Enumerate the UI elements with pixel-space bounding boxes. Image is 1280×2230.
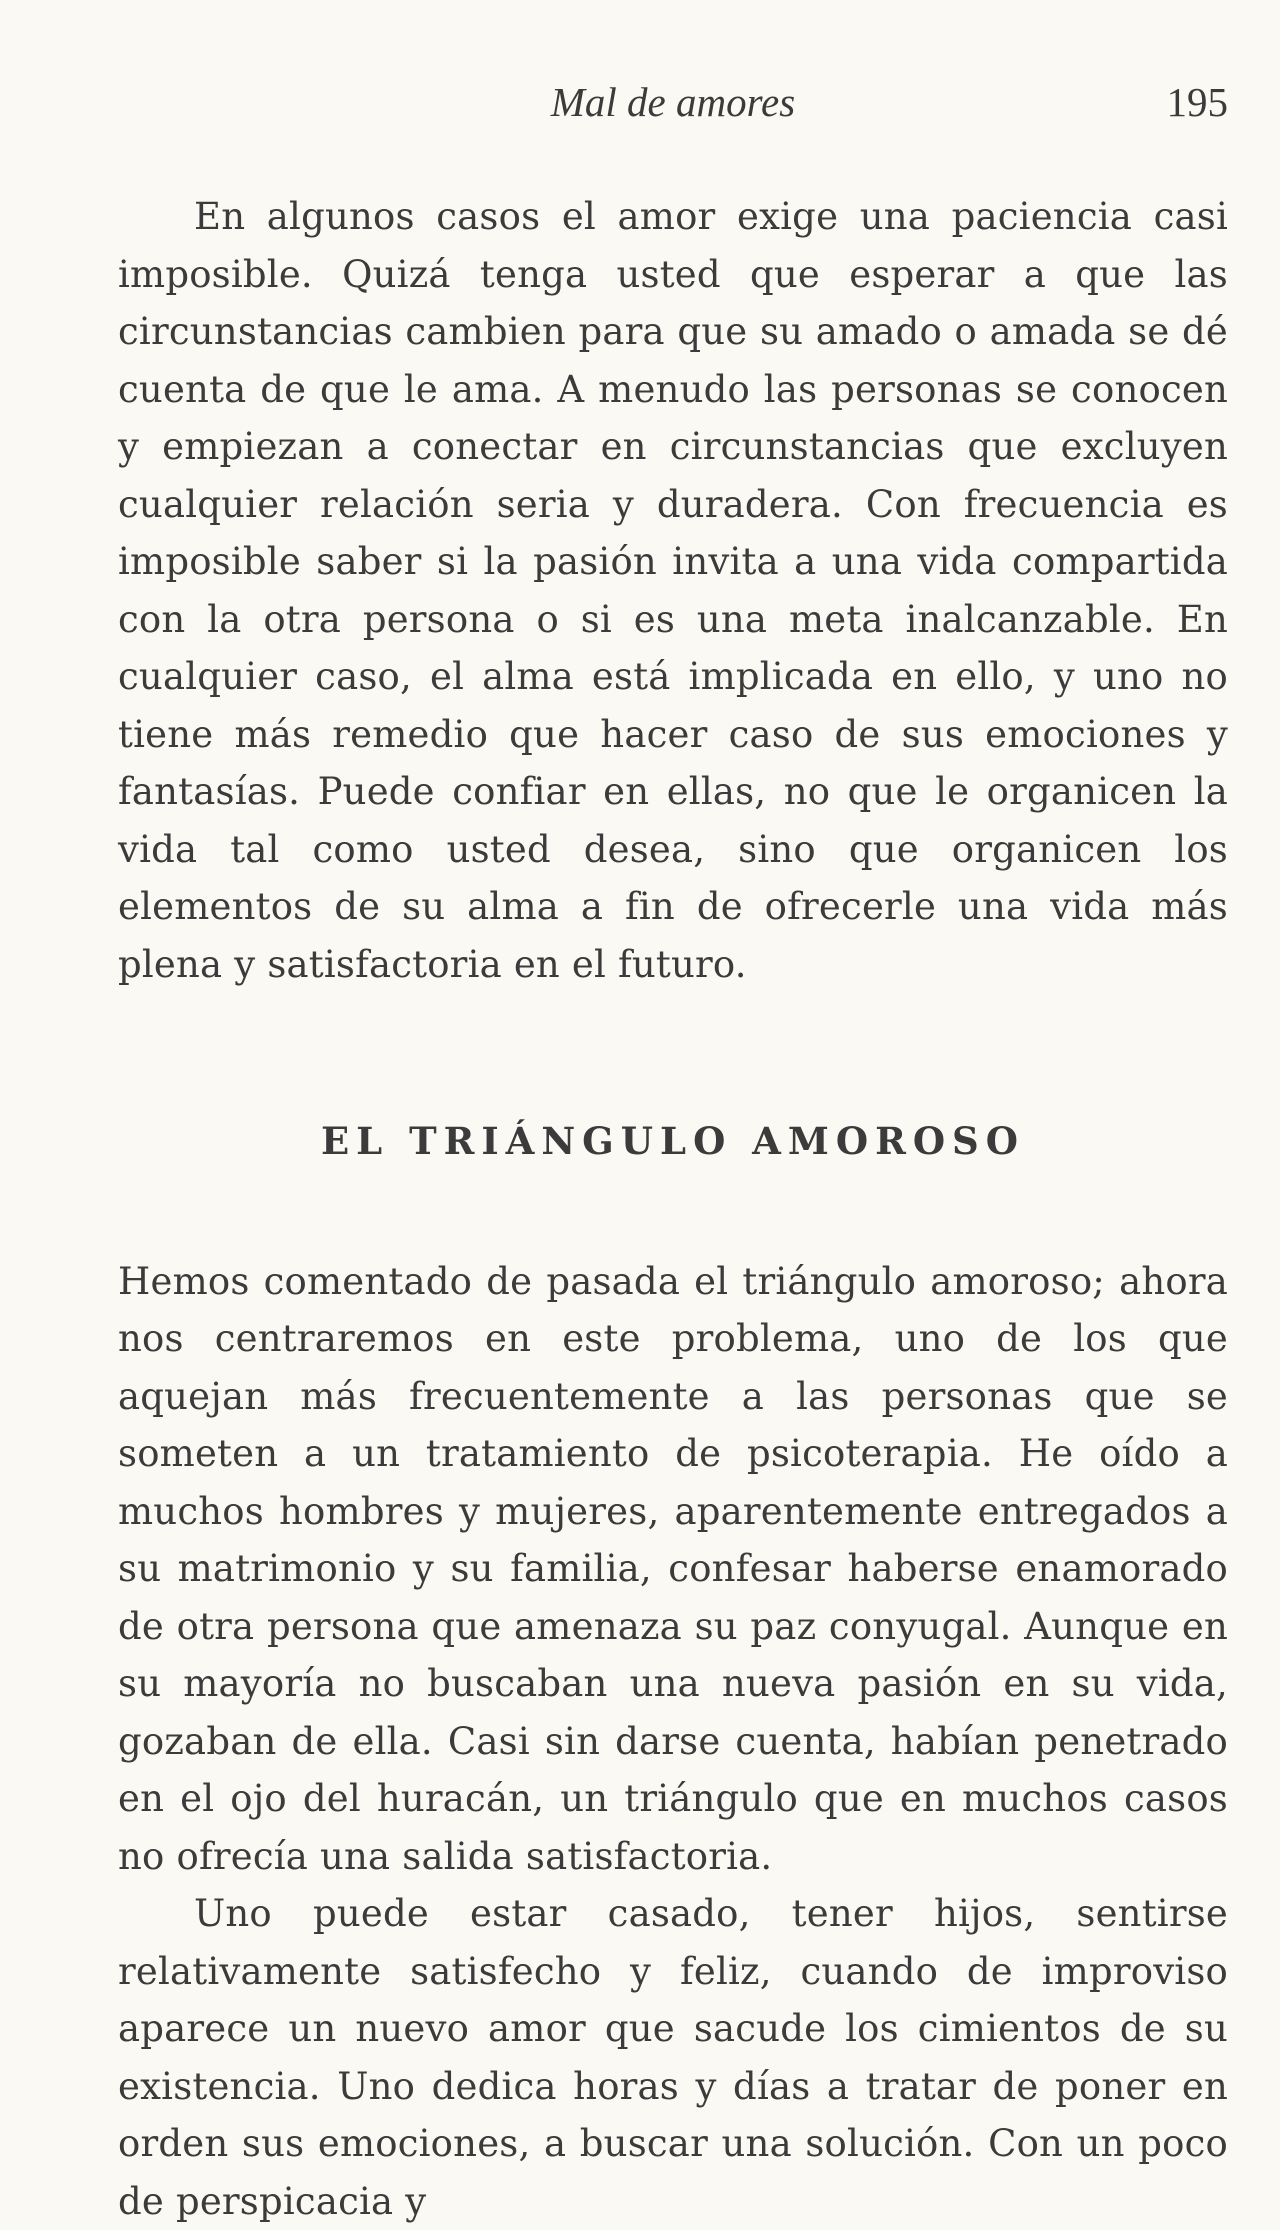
running-head [118, 72, 1228, 132]
paragraph-new-love: Uno puede estar casado, tener hijos, sentirse relativamente satisfecho y feliz, cuando de improviso aparece un nuevo amor que sacude los cimientos de su existencia. Uno dedica horas y días a tratar de poner en orden sus emociones, a buscar una solución. Con un poco de perspicacia y [118, 1892, 1228, 2223]
running-title: Mal de amores [550, 79, 796, 125]
section-heading: EL TRIÁNGULO AMOROSO [320, 1119, 1026, 1163]
paragraph-love-triangle: Hemos comentado de pasada el triángulo amoroso; ahora nos centraremos en este problema, uno de los que aquejan más frecuentemente a las personas que se someten a un tratamiento de psicoterapia. He oído a muchos hombres y mujeres, aparentemente entregados a su matrimonio y su familia, confesar haberse enamorado de otra persona que amenaza su paz conyugal. Aunque en su mayoría no buscaban una nueva pasión en su vida, gozaban de ella. Casi sin darse cuenta, habían penetrado en el ojo del huracán, un triángulo que en muchos casos no ofrecía una salida satisfactoria. [118, 1259, 1228, 1878]
page-number: 195 [1166, 79, 1228, 125]
paragraph-patience: En algunos casos el amor exige una paciencia casi imposible. Quizá tenga usted que esperar a que las circunstancias cambien para que su amado o amada se dé cuenta de que le ama. A menudo las personas se conocen y empiezan a conectar en circunstancias que excluyen cualquier relación seria y duradera. Con frecuencia es imposible saber si la pasión invita a una vida compartida con la otra persona o si es una meta inalcanzable. En cualquier caso, el alma está implicada en ello, y uno no tiene más remedio que hacer caso de sus emociones y fantasías. Puede confiar en ellas, no que le organicen la vida tal como usted desea, sino que organicen los elementos de su alma a fin de ofrecerle una vida más plena y satisfactoria en el futuro. [118, 195, 1228, 986]
body-text [118, 188, 1228, 2230]
